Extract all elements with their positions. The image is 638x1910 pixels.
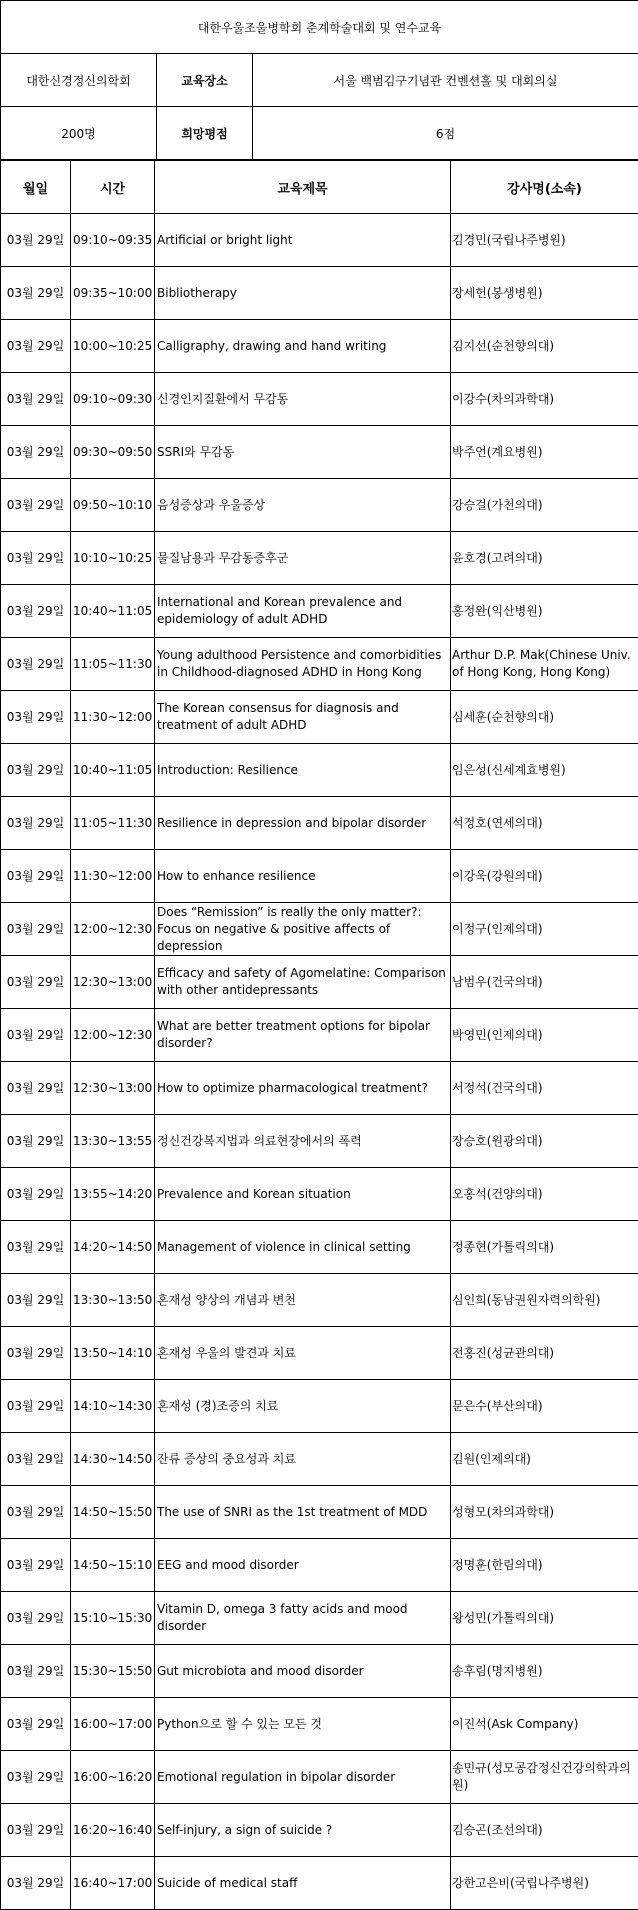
session-date: 03월 29일 xyxy=(1,585,71,638)
session-title: Efficacy and safety of Agomelatine: Comparison with other antidepressants xyxy=(155,956,451,1009)
session-date: 03월 29일 xyxy=(1,956,71,1009)
session-title: Does “Remission” is really the only matter?: Focus on negative & positive affects of depression xyxy=(155,903,451,956)
session-title: Self-injury, a sign of suicide ? xyxy=(155,1804,451,1857)
session-title: Resilience in depression and bipolar disorder xyxy=(155,797,451,850)
session-lecturer: 남범우(건국의대) xyxy=(451,956,638,1009)
table-row xyxy=(1,1698,638,1751)
session-date: 03월 29일 xyxy=(1,1274,71,1327)
capacity: 200명 xyxy=(1,107,157,160)
session-time: 13:50~14:10 xyxy=(71,1327,155,1380)
session-time: 14:20~14:50 xyxy=(71,1221,155,1274)
session-time: 13:30~13:55 xyxy=(71,1115,155,1168)
session-time: 10:10~10:25 xyxy=(71,532,155,585)
session-date: 03월 29일 xyxy=(1,1645,71,1698)
session-lecturer: 오홍석(건양의대) xyxy=(451,1168,638,1221)
session-time: 16:00~17:00 xyxy=(71,1698,155,1751)
schedule-table xyxy=(0,160,638,1910)
table-row xyxy=(1,214,638,267)
session-time: 09:30~09:50 xyxy=(71,426,155,479)
session-time: 09:10~09:35 xyxy=(71,214,155,267)
session-date: 03월 29일 xyxy=(1,1804,71,1857)
session-date: 03월 29일 xyxy=(1,1486,71,1539)
session-lecturer: 홍정완(익산병원) xyxy=(451,585,638,638)
session-time: 14:10~14:30 xyxy=(71,1380,155,1433)
session-date: 03월 29일 xyxy=(1,267,71,320)
table-row xyxy=(1,1274,638,1327)
session-time: 14:50~15:10 xyxy=(71,1539,155,1592)
table-row xyxy=(1,638,638,691)
session-lecturer: 서정석(건국의대) xyxy=(451,1062,638,1115)
session-title: 신경인지질환에서 무감동 xyxy=(155,373,451,426)
session-title: 물질남용과 무감동증후군 xyxy=(155,532,451,585)
session-time: 10:40~11:05 xyxy=(71,585,155,638)
table-row xyxy=(1,1592,638,1645)
session-date: 03월 29일 xyxy=(1,532,71,585)
table-row xyxy=(1,1857,638,1910)
session-date: 03월 29일 xyxy=(1,1221,71,1274)
schedule-header-row xyxy=(1,161,638,214)
session-title: The Korean consensus for diagnosis and treatment of adult ADHD xyxy=(155,691,451,744)
table-row xyxy=(1,1327,638,1380)
session-title: Gut microbiota and mood disorder xyxy=(155,1645,451,1698)
table-row xyxy=(1,1115,638,1168)
table-row xyxy=(1,320,638,373)
session-title: The use of SNRI as the 1st treatment of MDD xyxy=(155,1486,451,1539)
session-title: International and Korean prevalence and epidemiology of adult ADHD xyxy=(155,585,451,638)
table-row xyxy=(1,1804,638,1857)
session-date: 03월 29일 xyxy=(1,1009,71,1062)
session-date: 03월 29일 xyxy=(1,850,71,903)
schedule-body xyxy=(1,214,638,1910)
session-lecturer: 이정구(인제의대) xyxy=(451,903,638,956)
session-title: Young adulthood Persistence and comorbidities in Childhood-diagnosed ADHD in Hong Kong xyxy=(155,638,451,691)
table-row xyxy=(1,691,638,744)
session-time: 10:00~10:25 xyxy=(71,320,155,373)
organizer: 대한신경정신의학회 xyxy=(1,54,157,107)
session-title: Introduction: Resilience xyxy=(155,744,451,797)
session-title: SSRI와 무감동 xyxy=(155,426,451,479)
session-title: 혼재성 (경)조증의 치료 xyxy=(155,1380,451,1433)
session-date: 03월 29일 xyxy=(1,1168,71,1221)
table-row xyxy=(1,1380,638,1433)
session-title: Artificial or bright light xyxy=(155,214,451,267)
session-lecturer: 심인희(동남권원자력의학원) xyxy=(451,1274,638,1327)
session-time: 12:30~13:00 xyxy=(71,956,155,1009)
column-header-lecturer: 강사명(소속) xyxy=(451,161,638,214)
session-date: 03월 29일 xyxy=(1,1433,71,1486)
column-header-date: 월일 xyxy=(1,161,71,214)
session-title: Bibliotherapy xyxy=(155,267,451,320)
session-lecturer: 왕성민(가톨릭의대) xyxy=(451,1592,638,1645)
session-date: 03월 29일 xyxy=(1,373,71,426)
session-lecturer: 송후림(명지병원) xyxy=(451,1645,638,1698)
session-time: 13:55~14:20 xyxy=(71,1168,155,1221)
session-date: 03월 29일 xyxy=(1,1327,71,1380)
table-row xyxy=(1,532,638,585)
session-date: 03월 29일 xyxy=(1,426,71,479)
session-title: How to enhance resilience xyxy=(155,850,451,903)
session-lecturer: 박영민(인제의대) xyxy=(451,1009,638,1062)
session-date: 03월 29일 xyxy=(1,638,71,691)
session-time: 15:30~15:50 xyxy=(71,1645,155,1698)
table-row xyxy=(1,373,638,426)
session-title: 정신건강복지법과 의료현장에서의 폭력 xyxy=(155,1115,451,1168)
table-row xyxy=(1,1221,638,1274)
session-time: 13:30~13:50 xyxy=(71,1274,155,1327)
session-time: 16:20~16:40 xyxy=(71,1804,155,1857)
table-row xyxy=(1,1645,638,1698)
session-date: 03월 29일 xyxy=(1,214,71,267)
session-lecturer: 정명훈(한림의대) xyxy=(451,1539,638,1592)
table-row xyxy=(1,585,638,638)
session-title: 잔류 증상의 중요성과 치료 xyxy=(155,1433,451,1486)
session-lecturer: 박주언(계요병원) xyxy=(451,426,638,479)
column-header-title: 교육제목 xyxy=(155,161,451,214)
table-row xyxy=(1,850,638,903)
session-date: 03월 29일 xyxy=(1,1115,71,1168)
column-header-time: 시간 xyxy=(71,161,155,214)
session-lecturer: 장세헌(봉생병원) xyxy=(451,267,638,320)
table-row xyxy=(1,1009,638,1062)
session-time: 12:30~13:00 xyxy=(71,1062,155,1115)
table-row xyxy=(1,956,638,1009)
session-title: 혼재성 우울의 발견과 치료 xyxy=(155,1327,451,1380)
session-lecturer: 임은성(신세계효병원) xyxy=(451,744,638,797)
session-time: 11:05~11:30 xyxy=(71,797,155,850)
session-date: 03월 29일 xyxy=(1,320,71,373)
session-title: Suicide of medical staff xyxy=(155,1857,451,1910)
session-lecturer: 심세훈(순천향의대) xyxy=(451,691,638,744)
session-date: 03월 29일 xyxy=(1,1751,71,1804)
session-time: 09:35~10:00 xyxy=(71,267,155,320)
session-title: 혼재성 양상의 개념과 변천 xyxy=(155,1274,451,1327)
session-time: 11:30~12:00 xyxy=(71,850,155,903)
session-time: 15:10~15:30 xyxy=(71,1592,155,1645)
table-row xyxy=(1,903,638,956)
session-date: 03월 29일 xyxy=(1,1592,71,1645)
info-table xyxy=(0,0,638,160)
session-title: EEG and mood disorder xyxy=(155,1539,451,1592)
session-lecturer: 김원(인제의대) xyxy=(451,1433,638,1486)
session-title: Calligraphy, drawing and hand writing xyxy=(155,320,451,373)
points-label: 희망평점 xyxy=(157,107,253,160)
table-row xyxy=(1,797,638,850)
table-row xyxy=(1,479,638,532)
session-title: Emotional regulation in bipolar disorder xyxy=(155,1751,451,1804)
session-title: Python으로 할 수 있는 모든 것 xyxy=(155,1698,451,1751)
table-row xyxy=(1,267,638,320)
session-lecturer: 문은수(부산의대) xyxy=(451,1380,638,1433)
session-title: How to optimize pharmacological treatment? xyxy=(155,1062,451,1115)
session-date: 03월 29일 xyxy=(1,691,71,744)
session-lecturer: 이강욱(강원의대) xyxy=(451,850,638,903)
session-title: Prevalence and Korean situation xyxy=(155,1168,451,1221)
session-title: 음성증상과 우울증상 xyxy=(155,479,451,532)
session-lecturer: 이강수(차의과학대) xyxy=(451,373,638,426)
session-time: 12:00~12:30 xyxy=(71,903,155,956)
session-time: 09:10~09:30 xyxy=(71,373,155,426)
session-lecturer: 강승걸(가천의대) xyxy=(451,479,638,532)
session-lecturer: 윤호경(고려의대) xyxy=(451,532,638,585)
points: 6점 xyxy=(253,107,638,160)
session-lecturer: 석정호(연세의대) xyxy=(451,797,638,850)
venue-label: 교육장소 xyxy=(157,54,253,107)
session-time: 16:40~17:00 xyxy=(71,1857,155,1910)
table-row xyxy=(1,1433,638,1486)
session-time: 12:00~12:30 xyxy=(71,1009,155,1062)
session-date: 03월 29일 xyxy=(1,1539,71,1592)
session-lecturer: 이진석(Ask Company) xyxy=(451,1698,638,1751)
session-time: 16:00~16:20 xyxy=(71,1751,155,1804)
table-row xyxy=(1,744,638,797)
session-time: 14:30~14:50 xyxy=(71,1433,155,1486)
session-time: 10:40~11:05 xyxy=(71,744,155,797)
session-lecturer: 송민규(성모공감정신건강의학과의원) xyxy=(451,1751,638,1804)
session-lecturer: 김경민(국립나주병원) xyxy=(451,214,638,267)
table-row xyxy=(1,1062,638,1115)
session-date: 03월 29일 xyxy=(1,797,71,850)
session-title: What are better treatment options for bipolar disorder? xyxy=(155,1009,451,1062)
table-row xyxy=(1,1486,638,1539)
session-time: 09:50~10:10 xyxy=(71,479,155,532)
table-row xyxy=(1,1168,638,1221)
session-date: 03월 29일 xyxy=(1,903,71,956)
session-lecturer: 김승곤(조선의대) xyxy=(451,1804,638,1857)
venue: 서울 백범김구기념관 컨벤션홀 및 대회의실 xyxy=(253,54,638,107)
session-date: 03월 29일 xyxy=(1,1857,71,1910)
session-time: 11:05~11:30 xyxy=(71,638,155,691)
session-time: 11:30~12:00 xyxy=(71,691,155,744)
session-lecturer: 성형모(차의과학대) xyxy=(451,1486,638,1539)
session-date: 03월 29일 xyxy=(1,479,71,532)
session-lecturer: 전홍진(성균관의대) xyxy=(451,1327,638,1380)
session-time: 14:50~15:50 xyxy=(71,1486,155,1539)
session-date: 03월 29일 xyxy=(1,1380,71,1433)
session-date: 03월 29일 xyxy=(1,1062,71,1115)
session-title: Management of violence in clinical setting xyxy=(155,1221,451,1274)
session-title: Vitamin D, omega 3 fatty acids and mood disorder xyxy=(155,1592,451,1645)
session-date: 03월 29일 xyxy=(1,744,71,797)
session-lecturer: 김지선(순천향의대) xyxy=(451,320,638,373)
event-title: 대한우울조울병학회 춘계학술대회 및 연수교육 xyxy=(1,1,638,54)
session-lecturer: 강한고은비(국립나주병원) xyxy=(451,1857,638,1910)
session-lecturer: 정종현(가톨릭의대) xyxy=(451,1221,638,1274)
table-row xyxy=(1,1539,638,1592)
session-lecturer: Arthur D.P. Mak(Chinese Univ. of Hong Kong, Hong Kong) xyxy=(451,638,638,691)
table-row xyxy=(1,1751,638,1804)
session-lecturer: 장승호(원광의대) xyxy=(451,1115,638,1168)
session-date: 03월 29일 xyxy=(1,1698,71,1751)
table-row xyxy=(1,426,638,479)
